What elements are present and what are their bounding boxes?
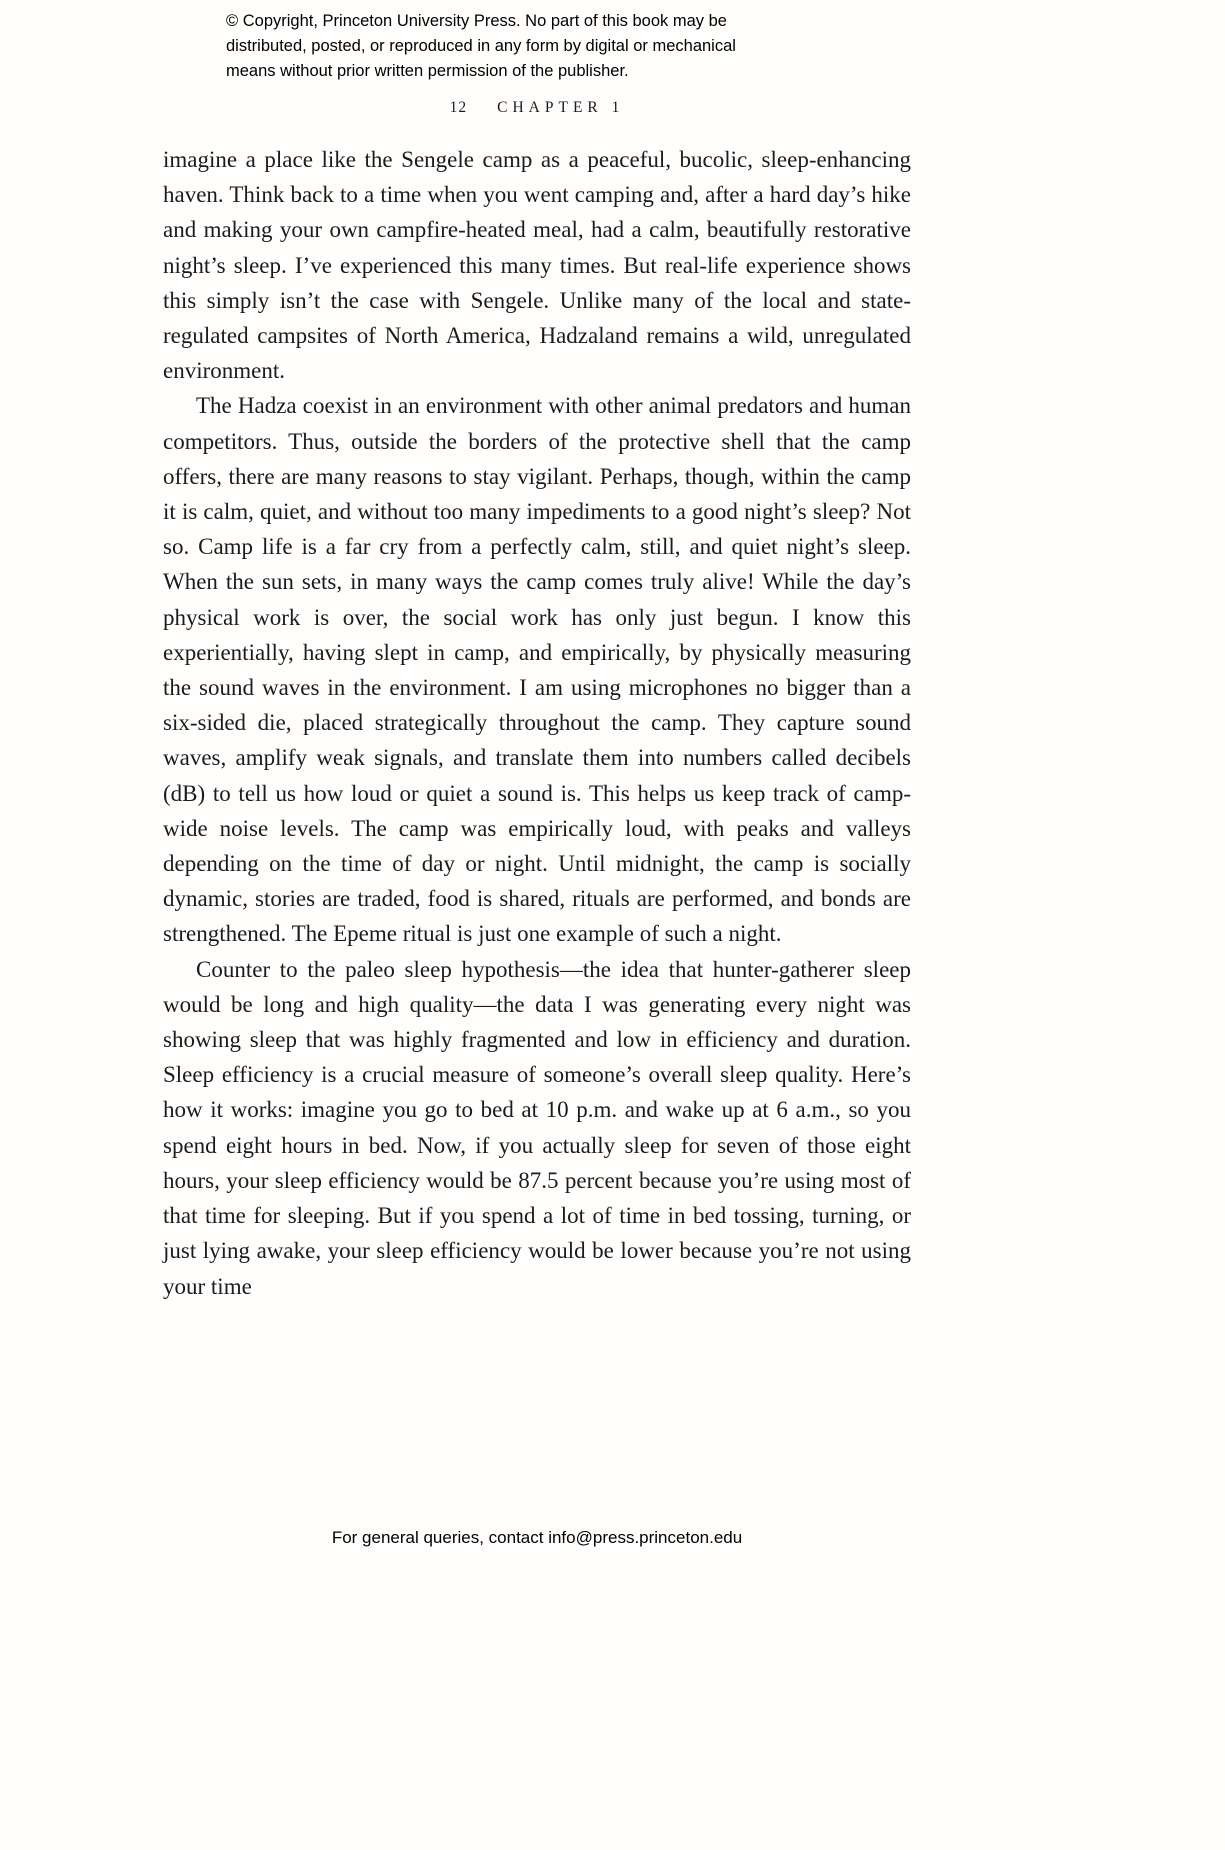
running-header: [163, 99, 911, 117]
footer-contact: [163, 1528, 911, 1548]
copyright-line: © Copyright, Princeton University Press. No part of this book may be: [226, 12, 727, 30]
copyright-line: distributed, posted, or reproduced in any form by digital or mechanical: [226, 37, 736, 55]
paragraph: Counter to the paleo sleep hypothesis—the idea that hunter-gatherer sleep would be long and high quality—the data I was generating every night was showing sleep that was highly fragmented and low in efficiency and duration. Sleep efficiency is a crucial measure of someone’s overall sleep quality. Here’s how it works: imagine you go to bed at 10 p.m. and wake up at 6 a.m., so you spend eight hours in bed. Now, if you actually sleep for seven of those eight hours, your sleep efficiency would be 87.5 percent because you’re using most of that time for sleeping. But if you spend a lot of time in bed tossing, turning, or just lying awake, your sleep efficiency would be lower because you’re not using your time: [163, 956, 911, 1299]
page-number: 12: [449, 99, 468, 116]
chapter-label: CHAPTER 1: [497, 99, 625, 116]
paragraph: The Hadza coexist in an environment with other animal predators and human competitors. Thus, outside the borders of the protective shell that the camp offers, there are many reasons to stay vigilant. Perhaps, though, within the camp it is calm, quiet, and without too many impediments to a good night’s sleep? Not so. Camp life is a far cry from a perfectly calm, still, and quiet night’s sleep. When the sun sets, in many ways the camp comes truly alive! While the day’s physical work is over, the social work has only just begun. I know this experientially, having slept in camp, and empirically, by physically measuring the sound waves in the environment. I am using microphones no bigger than a six-sided die, placed strategically throughout the camp. They capture sound waves, amplify weak signals, and translate them into numbers called decibels (dB) to tell us how loud or quiet a sound is. This helps us keep track of camp-wide noise levels. The camp was empirically loud, with peaks and valleys depending on the time of day or night. Until midnight, the camp is socially dynamic, stories are traded, food is shared, rituals are performed, and bonds are strengthened. The Epeme ritual is just one example of such a night.: [163, 393, 911, 947]
body-text: [163, 142, 911, 1304]
paragraph: imagine a place like the Sengele camp as a peaceful, bucolic, sleep-enhancing haven. Think back to a time when you went camping and, after a hard day’s hike and making your own campfire-heated meal, had a calm, beautifully restorative night’s sleep. I’ve experienced this many times. But real-life experience shows this simply isn’t the case with Sengele. Unlike many of the local and state-regulated campsites of North America, Hadzaland remains a wild, unregulated environment.: [163, 147, 911, 384]
footer-contact-text: For general queries, contact info@press.princeton.edu: [331, 1528, 743, 1547]
copyright-notice: [226, 9, 866, 84]
copyright-line: means without prior written permission of the publisher.: [226, 62, 629, 80]
